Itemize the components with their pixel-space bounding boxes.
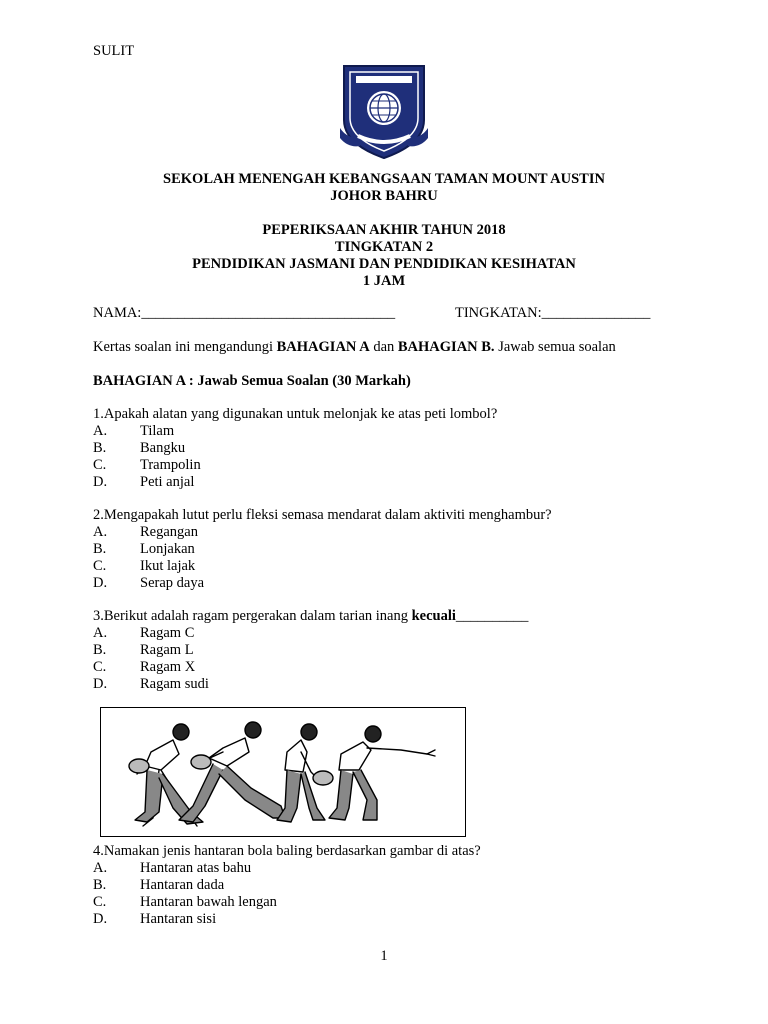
question-text: 4.Namakan jenis hantaran bola baling berdasarkan gambar di atas? [93, 843, 481, 859]
form-level: TINGKATAN 2 [334, 239, 434, 255]
option-text[interactable]: Hantaran bawah lengan [140, 894, 277, 910]
instructions-text: dan [369, 339, 398, 355]
question-text [93, 608, 528, 625]
question-1 [93, 406, 713, 490]
option-text[interactable]: Ragam X [140, 659, 196, 675]
player-figure-2 [179, 722, 285, 822]
option-text[interactable]: Hantaran sisi [140, 911, 217, 927]
question-2 [93, 507, 713, 591]
option-text[interactable]: Trampolin [140, 457, 201, 473]
form-blank[interactable]: _______________ [541, 305, 651, 321]
school-name: SEKOLAH MENENGAH KEBANGSAAN TAMAN MOUNT AUSTIN [163, 171, 605, 187]
player-figure-4 [329, 726, 435, 820]
option-letter: D. [93, 676, 108, 692]
option-letter: B. [93, 541, 107, 557]
option-text[interactable]: Ragam C [140, 625, 195, 641]
option-letter: A. [93, 423, 108, 439]
option-letter: C. [93, 457, 107, 473]
underarm-pass-illustration [100, 707, 466, 837]
option-letter: A. [93, 860, 108, 876]
instructions-text: Jawab semua soalan [494, 339, 616, 355]
subject-title: PENDIDIKAN JASMANI DAN PENDIDIKAN KESIHATAN [192, 256, 576, 272]
form-label: TINGKATAN: [455, 305, 542, 321]
name-blank[interactable]: ___________________________________ [141, 305, 396, 321]
instructions-section-a: BAHAGIAN A [276, 339, 370, 355]
option-letter: C. [93, 558, 107, 574]
option-text[interactable]: Ragam sudi [140, 676, 209, 692]
option-text[interactable]: Hantaran dada [140, 877, 225, 893]
instructions-section-b: BAHAGIAN B. [397, 339, 495, 355]
section-a-title: BAHAGIAN A : Jawab Semua Soalan (30 Markah) [93, 373, 411, 389]
question-answer-blank: __________ [455, 608, 529, 624]
instructions [93, 339, 616, 356]
option-text[interactable]: Ragam L [140, 642, 194, 658]
option-letter: D. [93, 911, 108, 927]
option-text[interactable]: Bangku [140, 440, 186, 456]
option-text[interactable]: Peti anjal [140, 474, 195, 490]
option-letter: B. [93, 877, 107, 893]
option-text[interactable]: Regangan [140, 524, 198, 540]
question-text: 1.Apakah alatan yang digunakan untuk melonjak ke atas peti lombol? [93, 406, 498, 422]
classification-label: SULIT [93, 43, 135, 59]
form-field[interactable] [455, 305, 650, 322]
option-letter: A. [93, 524, 108, 540]
option-letter: B. [93, 440, 107, 456]
option-letter: C. [93, 659, 107, 675]
name-field[interactable] [93, 305, 395, 322]
player-figure-3 [277, 724, 333, 822]
name-label: NAMA: [93, 305, 142, 321]
option-text[interactable]: Lonjakan [140, 541, 195, 557]
option-text[interactable]: Tilam [140, 423, 175, 439]
exam-duration: 1 JAM [362, 273, 406, 289]
exam-title: PEPERIKSAAN AKHIR TAHUN 2018 [262, 222, 506, 238]
option-letter: D. [93, 575, 108, 591]
question-text-emphasis: kecuali [411, 608, 456, 624]
option-letter: A. [93, 625, 108, 641]
page-number: 1 [380, 948, 388, 964]
school-logo [338, 62, 430, 162]
option-letter: C. [93, 894, 107, 910]
question-text-main: 3.Berikut adalah ragam pergerakan dalam tarian inang [93, 608, 412, 624]
option-letter: D. [93, 474, 108, 490]
option-letter: B. [93, 642, 107, 658]
question-4 [93, 843, 713, 927]
option-text[interactable]: Hantaran atas bahu [140, 860, 252, 876]
question-text: 2.Mengapakah lutut perlu fleksi semasa mendarat dalam aktiviti menghambur? [93, 507, 552, 523]
option-text[interactable]: Serap daya [140, 575, 205, 591]
school-location: JOHOR BAHRU [330, 188, 438, 204]
instructions-text: Kertas soalan ini mengandungi [93, 339, 277, 355]
option-text[interactable]: Ikut lajak [140, 558, 196, 574]
question-3 [93, 608, 713, 692]
